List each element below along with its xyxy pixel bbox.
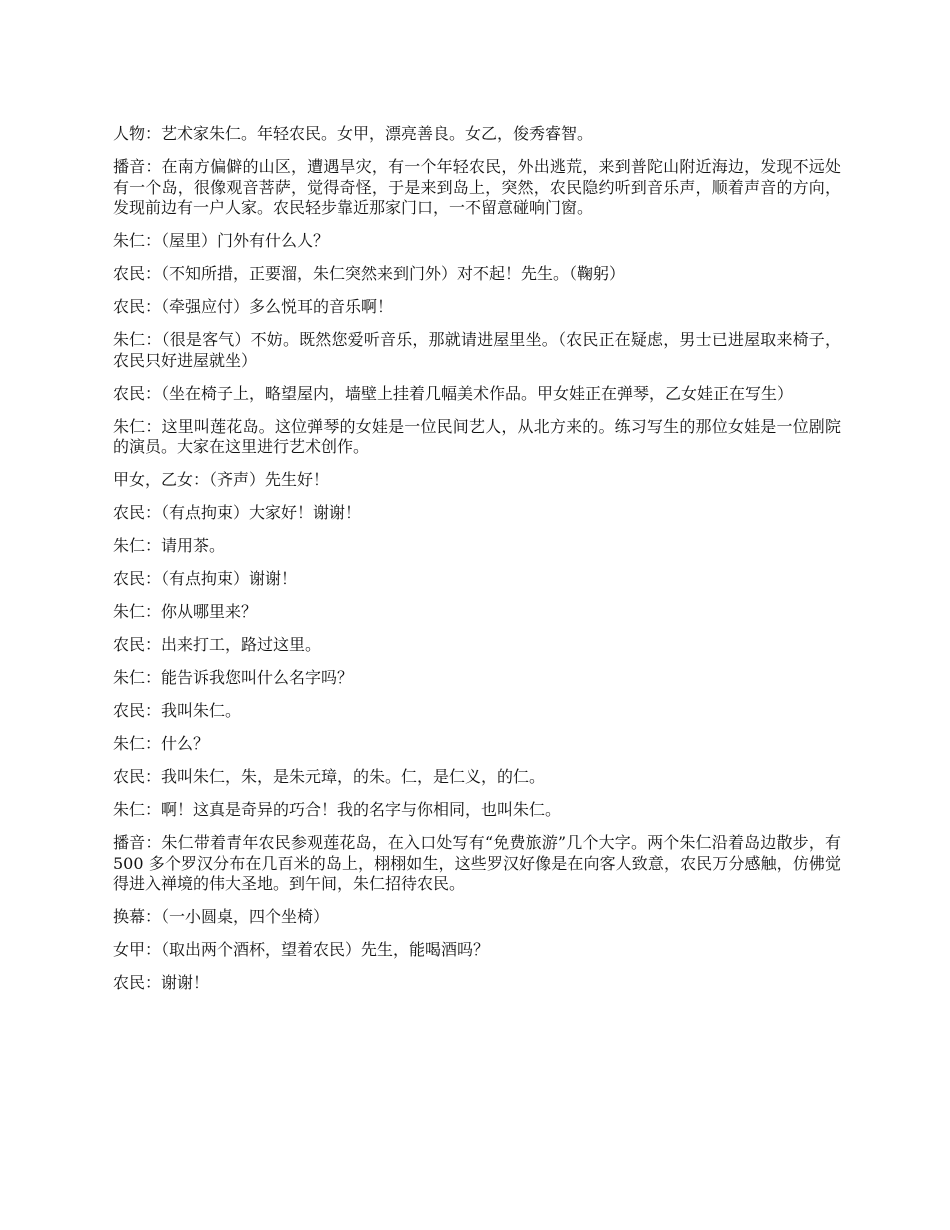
dialogue-line: 朱仁：（屋里）门外有什么人？ [113,231,330,250]
dialogue-line: 农民：出来打工，路过这里。 [113,635,322,654]
narration-paragraph: 播音：在南方偏僻的山区，遭遇旱灾，有一个年轻农民，外出逃荒，来到普陀山附近海边，发现不远处有一个岛，很像观音菩萨，觉得奇怪，于是来到岛上，突然，农民隐约听到音乐声，顺着声音的方向，发现前边有一户人家。农民轻步靠近那家门口，一不留意碰响门窗。 [113,157,841,217]
dialogue-line: 女甲：（取出两个酒杯，望着农民）先生，能喝酒吗？ [113,940,490,959]
dialogue-line: 农民：（牵强应付）多么悦耳的音乐啊！ [113,297,394,316]
dialogue-line: 农民：我叫朱仁，朱，是朱元璋，的朱。仁，是仁义，的仁。 [113,767,546,786]
dialogue-line: 农民：我叫朱仁。 [113,701,242,720]
dialogue-line: 朱仁：什么？ [113,734,210,753]
dialogue-line: 朱仁：请用茶。 [113,536,226,555]
dialogue-line: 朱仁：啊！这真是奇异的巧合！我的名字与你相同，也叫朱仁。 [113,800,562,819]
dialogue-line: 农民：（坐在椅子上，略望屋内，墙壁上挂着几幅美术作品。甲女娃正在弹琴，乙女娃正在写生） [113,383,794,403]
dialogue-line: 农民：（有点拘束）谢谢！ [113,569,298,588]
script-body [113,124,841,1006]
dialogue-line: 朱仁：你从哪里来？ [113,602,258,621]
dialogue-line: 农民：（有点拘束）大家好！谢谢！ [113,503,362,522]
narration-paragraph: 播音：朱仁带着青年农民参观莲花岛，在入口处写有“免费旅游”几个大字。两个朱仁沿着岛边散步，有 500 多个罗汉分布在几百米的岛上，栩栩如生，这些罗汉好像是在向客人致意，农民万分感触，仿佛觉得进入禅境的伟大圣地。到午间，朱仁招待农民。 [113,833,841,893]
dialogue-line: 甲女，乙女：（齐声）先生好！ [113,470,330,489]
character-list: 人物：艺术家朱仁。年轻农民。女甲，漂亮善良。女乙，俊秀睿智。 [113,124,594,143]
dialogue-line: 朱仁：（很是客气）不妨。既然您爱听音乐，那就请进屋里坐。（农民正在疑虑，男士已进屋取来椅子，农民只好进屋就坐） [113,330,841,370]
dialogue-line: 农民：谢谢！ [113,973,210,992]
dialogue-line: 朱仁：这里叫莲花岛。这位弹琴的女娃是一位民间艺人，从北方来的。练习写生的那位女娃是一位剧院的演员。大家在这里进行艺术创作。 [113,416,841,456]
scene-change-line: 换幕：（一小圆桌，四个坐椅） [113,907,330,926]
dialogue-line: 朱仁：能告诉我您叫什么名字吗？ [113,668,354,687]
dialogue-line: 农民：（不知所措，正要溜，朱仁突然来到门外）对不起！先生。（鞠躬） [113,264,626,283]
